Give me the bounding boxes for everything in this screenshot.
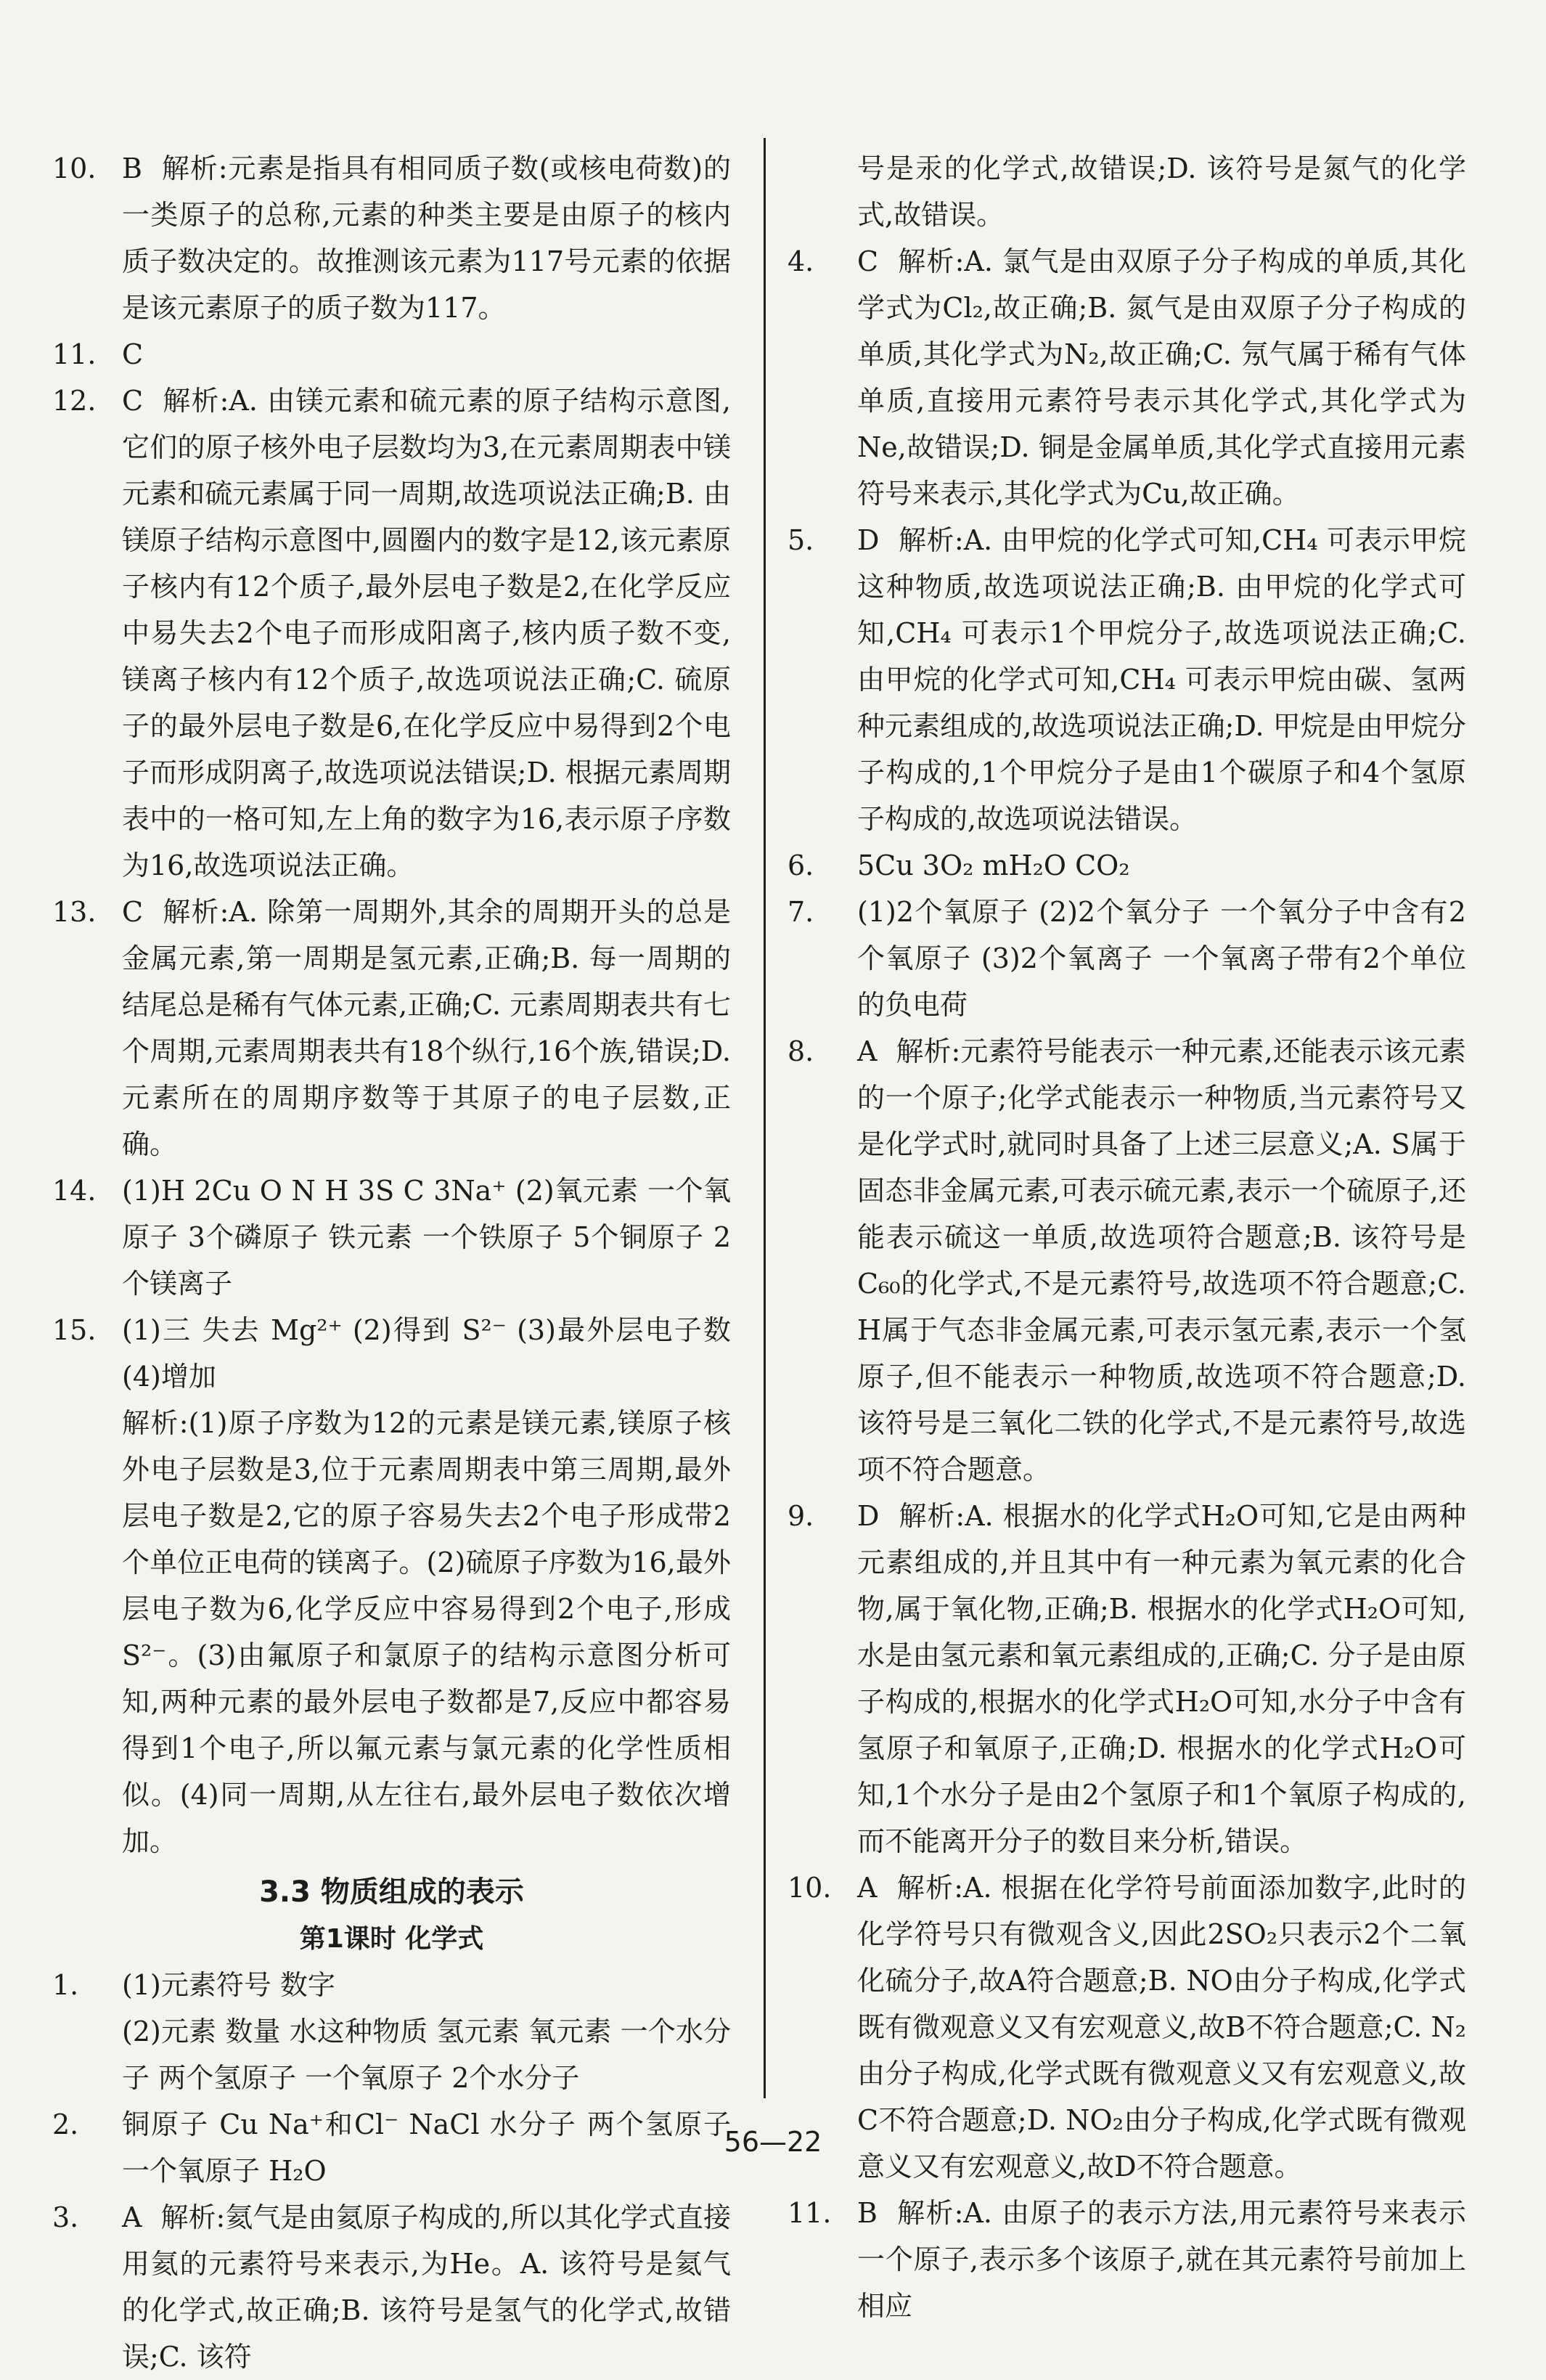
item-number: 10. (788, 1872, 832, 1904)
answer-choice: C (857, 245, 879, 277)
item-number: 2. (52, 2108, 79, 2140)
answer-item-3 (52, 2194, 731, 2380)
page-number: 56—22 (724, 2126, 822, 2158)
answer-item-13 (52, 889, 731, 1167)
answer-analysis: 解析:A. 氯气是由双原子分子构成的单质,其化学式为Cl₂,故正确;B. 氮气是由双原子分子构成的单质,其化学式为N₂,故正确;C. 氖气属于稀有气体单质,直接用元素符号表示其化学式,其化学式为Ne,故错误;D. 铜是金属单质,其化学式直接用元素符号来表示,其化学式为Cu,故正确。 (857, 245, 1466, 510)
answer-choice: A (857, 1035, 878, 1067)
answer-choice: D (857, 524, 880, 556)
answer-text: (1)元素符号 数字 (122, 1969, 335, 2001)
answer-item-6 (788, 842, 1466, 889)
answer-choice: B (122, 152, 142, 184)
answer-analysis: 解析:A. 由镁元素和硫元素的原子结构示意图,它们的原子核外电子层数均为3,在元素周期表中镁元素和硫元素属于同一周期,故选项说法正确;B. 由镁原子结构示意图中,圆圈内的数字是12,该元素原子核内有12个质子,最外层电子数是2,在化学反应中易失去2个电子而形成阳离子,核内质子数不变,镁离子核内有12个质子,故选项说法正确;C. 硫原子的最外层电子数是6,在化学反应中易得到2个电子而形成阴离子,故选项说法错误;D. 根据元素周期表中的一格可知,左上角的数字为16,表示原子序数为16,故选项说法正确。 (122, 385, 731, 881)
answer-text: (1)2个氧原子 (2)2个氧分子 一个氧分子中含有2个氧原子 (3)2个氧离子 一个氧离子带有2个单位的负电荷 (857, 896, 1466, 1021)
lesson-title: 第1课时 化学式 (299, 1924, 484, 1954)
item-number: 1. (52, 1969, 79, 2001)
answer-item-14 (52, 1167, 731, 1307)
answer-item-11b (788, 2190, 1466, 2329)
answer-item-4 (788, 238, 1466, 517)
answer-analysis: 解析:氦气是由氦原子构成的,所以其化学式直接用氦的元素符号来表示,为He。A. 该符号是氦气的化学式,故正确;B. 该符号是氢气的化学式,故错误;C. 该符 (122, 2201, 731, 2373)
answer-analysis: 解析:元素是指具有相同质子数(或核电荷数)的一类原子的总称,元素的种类主要是由原子的核内质子数决定的。故推测该元素为117号元素的依据是该元素原子的质子数为117。 (122, 152, 731, 324)
right-column (788, 145, 1466, 2329)
answer-item-11 (52, 331, 731, 378)
item-number: 5. (788, 524, 814, 556)
answer-choice: C (122, 338, 144, 370)
answer-analysis: 解析:A. 除第一周期外,其余的周期开头的总是金属元素,第一周期是氢元素,正确;B. 每一周期的结尾总是稀有气体元素,正确;C. 元素周期表共有七个周期,元素周期表共有18个纵行,16个族,错误;D. 元素所在的周期序数等于其原子的电子层数,正确。 (122, 896, 731, 1160)
column-divider (764, 138, 766, 2098)
answer-item-7 (788, 889, 1466, 1028)
answer-analysis: 解析:A. 由甲烷的化学式可知,CH₄ 可表示甲烷这种物质,故选项说法正确;B. 由甲烷的化学式可知,CH₄ 可表示1个甲烷分子,故选项说法正确;C. 由甲烷的化学式可知,CH₄ 可表示甲烷由碳、氢两种元素组成的,故选项说法正确;D. 甲烷是由甲烷分子构成的,1个甲烷分子是由1个碳原子和4个氢原子构成的,故选项说法错误。 (857, 524, 1466, 835)
answer-item-9 (788, 1493, 1466, 1865)
answer-item-15 (52, 1307, 731, 1400)
answer-choice: B (857, 2197, 878, 2229)
answer-text: 5Cu 3O₂ mH₂O CO₂ (857, 849, 1130, 881)
answer-item-10 (52, 145, 731, 331)
item-number: 7. (788, 896, 814, 928)
answer-text: (1)三 失去 Mg²⁺ (2)得到 S²⁻ (3)最外层电子数 (4)增加 (122, 1314, 731, 1393)
item-number: 14. (52, 1175, 97, 1207)
item-number: 4. (788, 245, 814, 277)
answer-item-5 (788, 517, 1466, 842)
answer-item-8 (788, 1028, 1466, 1493)
item-number: 11. (788, 2197, 832, 2229)
answer-analysis-15: 解析:(1)原子序数为12的元素是镁元素,镁原子核外电子层数是3,位于元素周期表中第三周期,最外层电子数是2,它的原子容易失去2个电子形成带2个单位正电荷的镁离子。(2)硫原子序数为16,最外层电子数为6,化学反应中容易得到2个电子,形成S²⁻。(3)由氟原子和氯原子的结构示意图分析可知,两种元素的最外层电子数都是7,反应中都容易得到1个电子,所以氟元素与氯元素的化学性质相似。(4)同一周期,从左往右,最外层电子数依次增加。 (122, 1407, 731, 1857)
item-number: 12. (52, 385, 97, 417)
answer-analysis-3-continued: 号是汞的化学式,故错误;D. 该符号是氮气的化学式,故错误。 (857, 152, 1466, 231)
answer-analysis: 解析:A. 由原子的表示方法,用元素符号来表示一个原子,表示多个该原子,就在其元素符号前加上相应 (857, 2197, 1466, 2322)
answer-analysis: 解析:A. 根据在化学符号前面添加数字,此时的化学符号只有微观含义,因此2SO₂只表示2个二氧化硫分子,故A符合题意;B. NO由分子构成,化学式既有微观意义又有宏观意义,故B不符合题意;C. N₂由分子构成,化学式既有微观意义又有宏观意义,故C不符合题意;D. NO₂由分子构成,化学式既有微观意义又有宏观意义,故D不符合题意。 (857, 1872, 1466, 2183)
answer-choice: A (122, 2201, 142, 2233)
item-number: 15. (52, 1314, 97, 1346)
item-number: 9. (788, 1500, 814, 1532)
section-title: 3.3 物质组成的表示 (259, 1875, 524, 1909)
item-number: 11. (52, 338, 97, 370)
item-number: 13. (52, 896, 97, 928)
answer-item-12 (52, 378, 731, 889)
item-number: 3. (52, 2201, 79, 2233)
answer-choice: C (122, 385, 144, 417)
item-number: 6. (788, 849, 814, 881)
answer-choice: A (857, 1872, 878, 1904)
answer-analysis: 解析:元素符号能表示一种元素,还能表示该元素的一个原子;化学式能表示一种物质,当元素符号又是化学式时,就同时具备了上述三层意义;A. S属于固态非金属元素,可表示硫元素,表示一个硫原子,还能表示硫这一单质,故选项符合题意;B. 该符号是C₆₀的化学式,不是元素符号,故选项不符合题意;C. H属于气态非金属元素,可表示氢元素,表示一个氢原子,但不能表示一种物质,故选项不符合题意;D. 该符号是三氧化二铁的化学式,不是元素符号,故选项不符合题意。 (857, 1035, 1466, 1486)
item-number: 8. (788, 1035, 814, 1067)
item-number: 10. (52, 152, 97, 184)
answer-item-1 (52, 1962, 731, 2008)
answer-analysis: 解析:A. 根据水的化学式H₂O可知,它是由两种元素组成的,并且其中有一种元素为氧元素的化合物,属于氧化物,正确;B. 根据水的化学式H₂O可知,水是由氢元素和氧元素组成的,正确;C. 分子是由原子构成的,根据水的化学式H₂O可知,水分子中含有氢原子和氧原子,正确;D. 根据水的化学式H₂O可知,1个水分子是由2个氢原子和1个氧原子构成的,而不能离开分子的数目来分析,错误。 (857, 1500, 1466, 1857)
answer-text-1-part2: (2)元素 数量 水这种物质 氢元素 氧元素 一个水分子 两个氢原子 一个氧原子 2个水分子 (122, 2016, 731, 2094)
answer-text: (1)H 2Cu O N H 3S C 3Na⁺ (2)氧元素 一个氧原子 3个磷原子 铁元素 一个铁原子 5个铜原子 2个镁离子 (122, 1175, 731, 1300)
answer-choice: D (857, 1500, 880, 1532)
answer-text: 铜原子 Cu Na⁺和Cl⁻ NaCl 水分子 两个氢原子 一个氧原子 H₂O (122, 2108, 731, 2187)
answer-choice: C (122, 896, 144, 928)
left-column (52, 145, 731, 2380)
